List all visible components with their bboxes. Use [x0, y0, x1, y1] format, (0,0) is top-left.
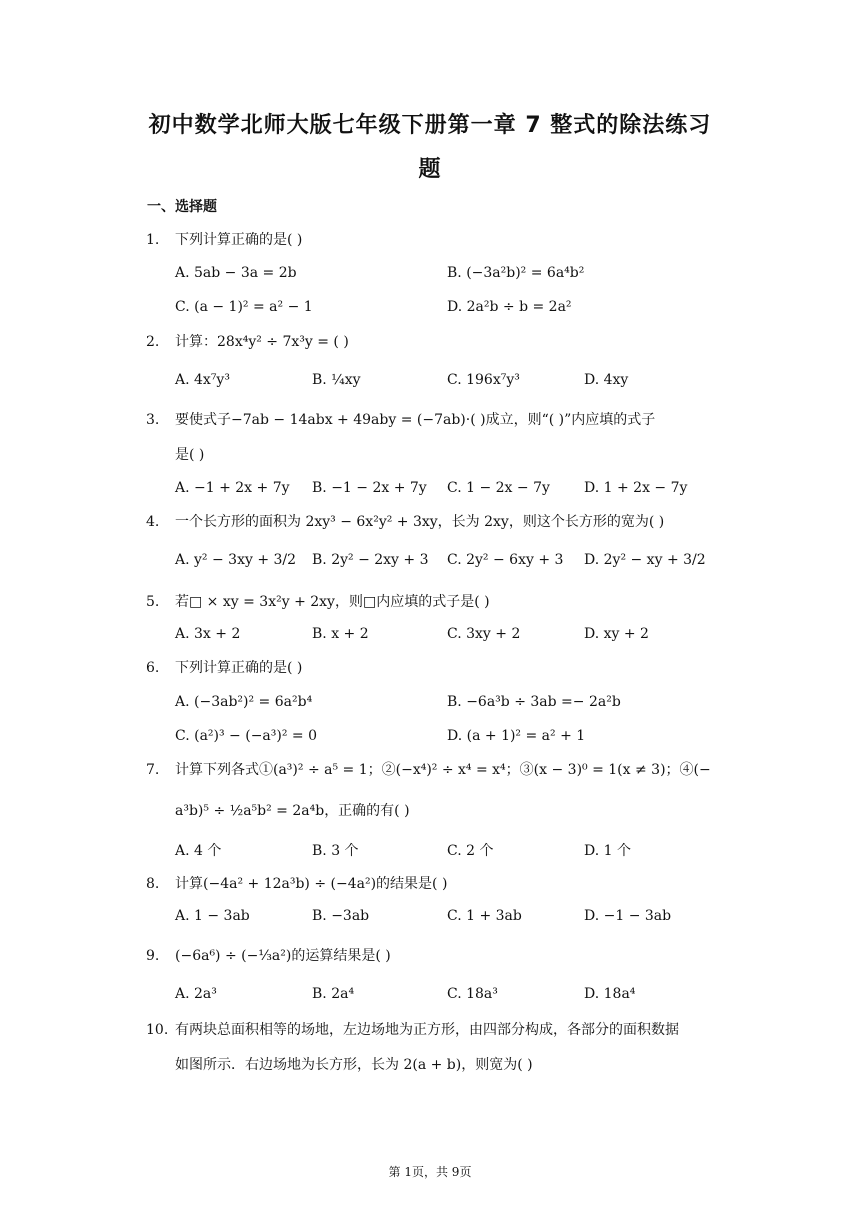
- option-b: B. −3ab: [312, 908, 370, 924]
- option-d: D. 1 个: [584, 843, 631, 859]
- option-d: D. (a + 1)² = a² + 1: [447, 728, 586, 744]
- question-number: 6.: [146, 660, 160, 676]
- question-text: (−6a⁶) ÷ (−⅓a²)的运算结果是( ): [175, 948, 391, 964]
- option-c: C. 3xy + 2: [447, 626, 521, 642]
- option-c: C. (a²)³ − (−a³)² = 0: [175, 728, 318, 744]
- question-text-continued: 如图所示．右边场地为长方形，长为 2(a + b)，则宽为( ): [175, 1057, 533, 1073]
- option-a: A. 1 − 3ab: [175, 908, 250, 924]
- page-title: 初中数学北师大版七年级下册第一章 7 整式的除法练习: [148, 113, 712, 138]
- question-text: 计算下列各式①(a³)² ÷ a⁵ = 1；②(−x⁴)² ÷ x⁴ = x⁴；③(x − 3)⁰ = 1(x ≠ 3)；④(−: [175, 762, 711, 778]
- section-heading: 一、选择题: [147, 199, 217, 215]
- option-b: B. −6a³b ÷ 3ab =− 2a²b: [447, 694, 621, 710]
- option-b: B. 2a⁴: [312, 986, 355, 1002]
- option-a: A. 4 个: [175, 843, 222, 859]
- question-number: 7.: [146, 762, 160, 778]
- option-a: A. 3x + 2: [175, 626, 241, 642]
- question-text: 下列计算正确的是( ): [175, 660, 303, 676]
- question-number: 8.: [146, 876, 160, 892]
- question-text: 一个长方形的面积为 2xy³ − 6x²y² + 3xy，长为 2xy，则这个长方形的宽为( ): [175, 514, 665, 530]
- option-b: B. −1 − 2x + 7y: [312, 480, 427, 496]
- option-b: B. (−3a²b)² = 6a⁴b²: [447, 265, 585, 281]
- option-d: D. 2y² − xy + 3/2: [584, 552, 706, 568]
- option-d: D. −1 − 3ab: [584, 908, 672, 924]
- question-number: 4.: [146, 514, 160, 530]
- option-c: C. 1 − 2x − 7y: [447, 480, 550, 496]
- page-footer: 第 1页，共 9页: [388, 1165, 472, 1179]
- option-c: C. 196x⁷y³: [447, 372, 520, 388]
- page-title-continued: 题: [418, 157, 442, 182]
- question-text-continued: 是( ): [175, 447, 205, 463]
- question-text: 下列计算正确的是( ): [175, 232, 303, 248]
- question-text: 要使式子−7ab − 14abx + 49aby = (−7ab)·( )成立，则“( )”内应填的式子: [175, 412, 656, 428]
- option-d: D. 4xy: [584, 372, 629, 388]
- option-d: D. 1 + 2x − 7y: [584, 480, 688, 496]
- question-text: 有两块总面积相等的场地，左边场地为正方形，由四部分构成，各部分的面积数据: [175, 1022, 679, 1038]
- question-number: 9.: [146, 948, 160, 964]
- option-d: D. xy + 2: [584, 626, 649, 642]
- question-text: 若□ × xy = 3x²y + 2xy，则□内应填的式子是( ): [175, 594, 490, 610]
- question-number: 10.: [146, 1022, 169, 1038]
- option-a: A. y² − 3xy + 3/2: [175, 552, 297, 568]
- option-c: C. 18a³: [447, 986, 498, 1002]
- option-c: C. 2 个: [447, 843, 494, 859]
- question-text: 计算：28x⁴y² ÷ 7x³y = ( ): [175, 334, 349, 350]
- question-number: 3.: [146, 412, 160, 428]
- question-number: 5.: [146, 594, 160, 610]
- option-a: A. 4x⁷y³: [175, 372, 230, 388]
- option-d: D. 2a²b ÷ b = 2a²: [447, 299, 572, 315]
- question-text-continued: a³b)⁵ ÷ ½a⁵b² = 2a⁴b，正确的有( ): [175, 803, 410, 819]
- option-c: C. 2y² − 6xy + 3: [447, 552, 564, 568]
- option-d: D. 18a⁴: [584, 986, 636, 1002]
- option-a: A. 2a³: [175, 986, 217, 1002]
- option-a: A. (−3ab²)² = 6a²b⁴: [175, 694, 313, 710]
- option-b: B. ¼xy: [312, 372, 361, 388]
- option-b: B. x + 2: [312, 626, 369, 642]
- option-c: C. (a − 1)² = a² − 1: [175, 299, 313, 315]
- question-text: 计算(−4a² + 12a³b) ÷ (−4a²)的结果是( ): [175, 876, 448, 892]
- option-c: C. 1 + 3ab: [447, 908, 522, 924]
- option-b: B. 3 个: [312, 843, 359, 859]
- question-number: 1.: [146, 232, 160, 248]
- question-number: 2.: [146, 334, 160, 350]
- option-a: A. 5ab − 3a = 2b: [175, 265, 297, 281]
- option-b: B. 2y² − 2xy + 3: [312, 552, 429, 568]
- option-a: A. −1 + 2x + 7y: [175, 480, 290, 496]
